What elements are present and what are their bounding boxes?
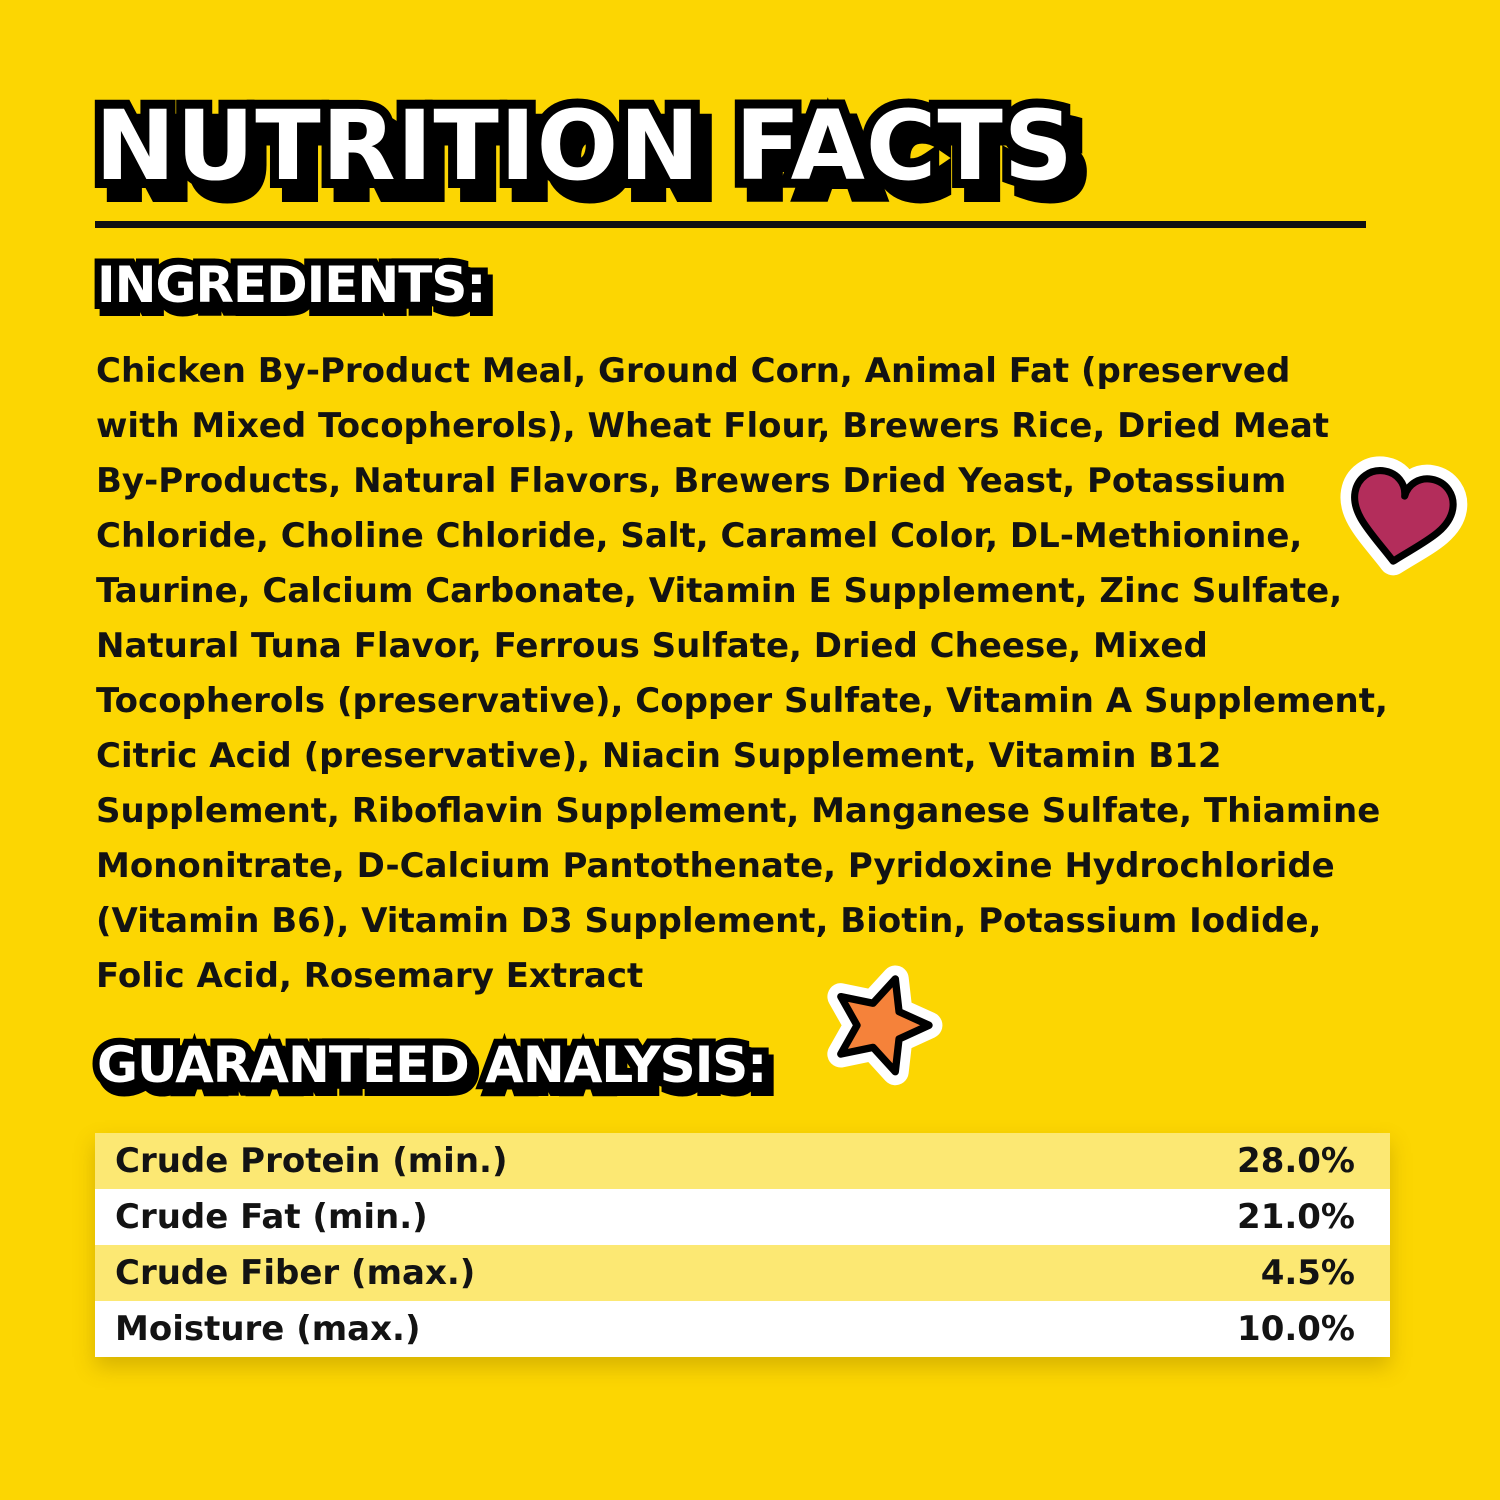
ingredients-line: Folic Acid, Rosemary Extract — [96, 956, 644, 996]
guaranteed-analysis-heading: GUARANTEED ANALYSIS: GUARANTEED ANALYSIS: GUARANTEED ANALYSIS: — [97, 1038, 766, 1093]
page-title: NUTRITION FACTS NUTRITION FACTS NUTRITION FACTS — [95, 96, 1074, 197]
title-underline — [95, 221, 1366, 228]
ingredients-line: Supplement, Riboflavin Supplement, Manganese Sulfate, Thiamine — [96, 791, 1381, 831]
ingredients-text — [96, 344, 1388, 1004]
ingredients-line: Tocopherols (preservative), Copper Sulfate, Vitamin A Supplement, — [96, 681, 1388, 721]
guaranteed-analysis-table — [95, 1133, 1390, 1357]
ingredients-line: Mononitrate, D-Calcium Pantothenate, Pyridoxine Hydrochloride — [96, 846, 1335, 886]
ingredients-heading: INGREDIENTS: INGREDIENTS: INGREDIENTS: — [97, 258, 485, 313]
ingredients-line: By-Products, Natural Flavors, Brewers Dried Yeast, Potassium — [96, 461, 1287, 501]
row-value: 10.0% — [1237, 1309, 1355, 1349]
row-value: 21.0% — [1237, 1197, 1355, 1237]
ingredients-line: Citric Acid (preservative), Niacin Supplement, Vitamin B12 — [96, 736, 1222, 776]
row-label: Moisture (max.) — [115, 1309, 421, 1349]
table-row — [95, 1301, 1390, 1357]
ingredients-line: with Mixed Tocopherols), Wheat Flour, Brewers Rice, Dried Meat — [96, 406, 1330, 446]
table-row — [95, 1189, 1390, 1245]
row-label: Crude Fat (min.) — [115, 1197, 428, 1237]
heart-icon — [1333, 449, 1470, 586]
table-row — [95, 1133, 1390, 1189]
ingredients-line: Chicken By-Product Meal, Ground Corn, Animal Fat (preserved — [96, 351, 1291, 391]
row-value: 28.0% — [1237, 1141, 1355, 1181]
row-label: Crude Fiber (max.) — [115, 1253, 476, 1293]
heart-sticker — [1333, 449, 1470, 586]
ingredients-line: Natural Tuna Flavor, Ferrous Sulfate, Dried Cheese, Mixed — [96, 626, 1208, 666]
ingredients-line: Chloride, Choline Chloride, Salt, Caramel Color, DL-Methionine, — [96, 516, 1303, 556]
ingredients-line: (Vitamin B6), Vitamin D3 Supplement, Biotin, Potassium Iodide, — [96, 901, 1322, 941]
row-label: Crude Protein (min.) — [115, 1141, 508, 1181]
row-value: 4.5% — [1260, 1253, 1355, 1293]
table-row — [95, 1245, 1390, 1301]
ingredients-line: Taurine, Calcium Carbonate, Vitamin E Supplement, Zinc Sulfate, — [96, 571, 1343, 611]
